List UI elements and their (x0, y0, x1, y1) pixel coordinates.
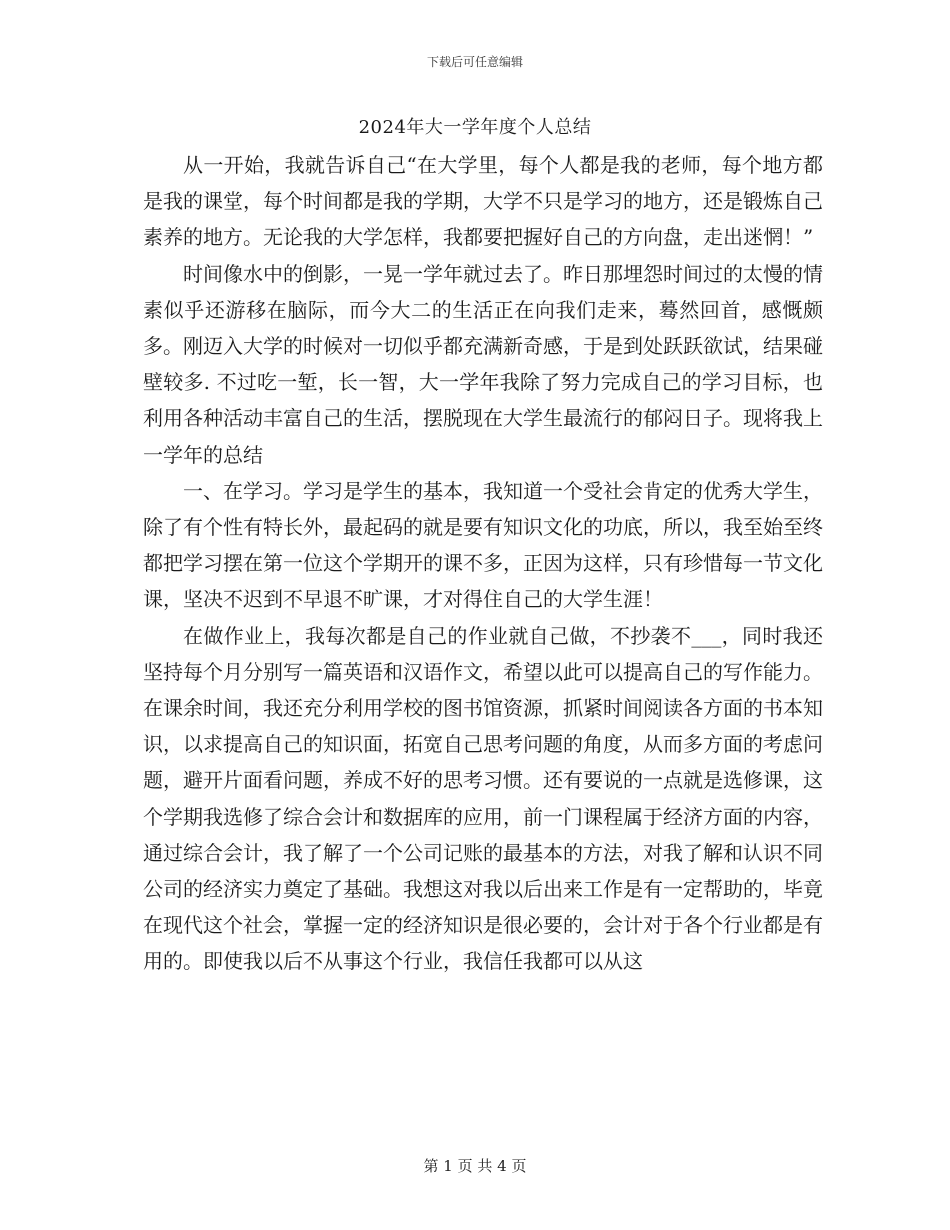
paragraph: 时间像水中的倒影，一晃一学年就过去了。昨日那埋怨时间过的太慢的情素似乎还游移在脑际，而今大二的生活正在向我们走来，蓦然回首，感慨颇多。刚迈入大学的时候对一切似乎都充满新奇感，于是到处跃跃欲试，结果碰壁较多. 不过吃一堑，长一智，大一学年我除了努力完成自己的学习目标，也利用各种活动丰富自己的生活，摆脱现在大学生最流行的郁闷日子。现将我上一学年的总结 (143, 261, 823, 467)
page-number: 第 1 页 共 4 页 (423, 1157, 527, 1175)
page-header-note: 下载后可任意编辑 (426, 55, 523, 69)
document-body (143, 147, 823, 980)
paragraph: 从一开始，我就告诉自己“在大学里，每个人都是我的老师，每个地方都是我的课堂，每个时间都是我的学期，大学不只是学习的地方，还是锻炼自己素养的地方。无论我的大学怎样，我都要把握好自己的方向盘，走出迷惘！” (143, 153, 823, 250)
paragraph: 一、在学习。学习是学生的基本，我知道一个受社会肯定的优秀大学生，除了有个性有特长外，最起码的就是要有知识文化的功底，所以，我至始至终都把学习摆在第一位这个学期开的课不多，正因为这样，只有珍惜每一节文化课，坚决不迟到不早退不旷课，才对得住自己的大学生涯！ (143, 478, 823, 612)
paragraph: 在做作业上，我每次都是自己的作业就自己做，不抄袭不___，同时我还坚持每个月分别写一篇英语和汉语作文，希望以此可以提高自己的写作能力。在课余时间，我还充分利用学校的图书馆资源，抓紧时间阅读各方面的书本知识，以求提高自己的知识面，拓宽自己思考问题的角度，从而多方面的考虑问题，避开片面看问题，养成不好的思考习惯。还有要说的一点就是选修课，这个学期我选修了综合会计和数据库的应用，前一门课程属于经济方面的内容，通过综合会计，我了解了一个公司记账的最基本的方法，对我了解和认识不同公司的经济实力奠定了基础。我想这对我以后出来工作是有一定帮助的，毕竟在现代这个社会，掌握一定的经济知识是很必要的，会计对于各个行业都是有用的。即使我以后不从事这个行业，我信任我都可以从这 (143, 623, 823, 974)
document-title: 2024年大一学年度个人总结 (358, 117, 592, 138)
